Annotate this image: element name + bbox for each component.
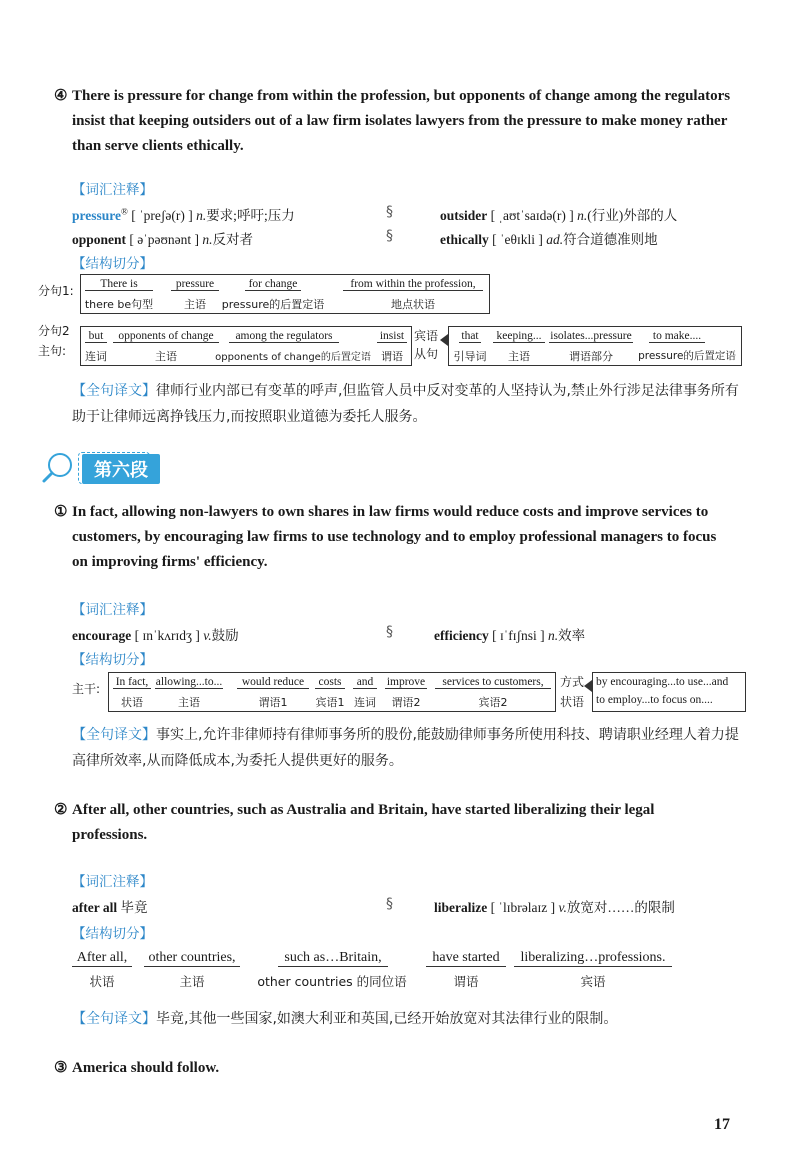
clause-2-main-label: 主句: — [38, 344, 67, 358]
clause-part-en: such as…Britain, — [278, 950, 388, 967]
arrow-icon — [584, 680, 592, 692]
structure-row — [72, 950, 692, 994]
clause-part-en: allowing...to... — [155, 676, 223, 688]
object-label: 宾语 — [414, 329, 439, 343]
clause-2-box — [80, 326, 412, 366]
clause-part-cn: 地点状语 — [391, 298, 435, 311]
vocab-label: 【词汇注释】 — [72, 602, 153, 618]
vocab-item-efficiency: efficiency [ ɪˈfɪʃnsi ] n.效率 — [434, 628, 586, 643]
clause-part-en: to make.... — [649, 330, 705, 343]
clause-part-en: services to customers, — [435, 676, 551, 689]
main-clause-box — [108, 672, 556, 712]
clause-part-cn: 主语 — [179, 974, 205, 989]
clause-part-en: costs — [315, 676, 345, 689]
clause-part-cn: 谓语 — [453, 974, 479, 989]
clause-part-en: In fact, — [113, 676, 151, 689]
adverbial-label: 状语 — [560, 695, 585, 709]
clause-part-en: insist — [377, 330, 407, 343]
translation-4 — [72, 378, 742, 430]
clause-part-en: have started — [426, 950, 506, 967]
sentence-6-3 — [54, 1056, 732, 1081]
separator-icon: § — [386, 228, 393, 244]
structure-label: 【结构切分】 — [72, 926, 153, 942]
clause-part-en: liberalizing…professions. — [514, 950, 672, 967]
sentence-number: ① — [54, 504, 68, 520]
translation-6-1 — [72, 722, 742, 774]
separator-icon: § — [386, 204, 393, 220]
clause-part-en: isolates...pressure — [550, 330, 632, 342]
structure-label: 【结构切分】 — [72, 256, 153, 272]
object-clause-label: 从句 — [414, 347, 439, 361]
vocab-item-outsider: outsider [ ˌaʊtˈsaɪdə(r) ] n.(行业)外部的人 — [440, 208, 678, 223]
clause-part-cn: 主语 — [155, 350, 177, 363]
clause-part-cn: other countries 的同位语 — [257, 974, 407, 989]
section-title: 第六段 — [82, 454, 160, 484]
separator-icon: § — [386, 624, 393, 640]
clause-part-cn: 谓语1 — [258, 696, 288, 709]
clause-part-cn: 宾语2 — [478, 696, 508, 709]
clause-part-cn: 主语 — [508, 350, 530, 363]
clause-part-cn: there be句型 — [84, 298, 154, 311]
magnifier-icon — [40, 450, 80, 484]
sentence-6-2 — [54, 798, 732, 848]
sentence-6-1 — [54, 500, 732, 575]
clause-part-cn: 连词 — [354, 696, 376, 709]
translation-label: 【全句译文】 — [72, 383, 156, 399]
manner-text: by encouraging...to use...and — [596, 676, 729, 688]
manner-label: 方式 — [560, 675, 585, 689]
clause-part-cn: pressure的后置定语 — [638, 350, 736, 362]
clause-1-box — [80, 274, 490, 314]
sentence-text: In fact, allowing non-lawyers to own shares in law firms would reduce costs and improve services to customers, by encouraging law firms to use technology and to employ professional managers to focus on improving firms' efficiency. — [72, 504, 717, 570]
clause-part-cn: 谓语2 — [391, 696, 421, 709]
clause-part-cn: opponents of change的后置定语 — [215, 352, 371, 363]
translation-label: 【全句译文】 — [72, 727, 156, 743]
clause-part-cn: 谓语部分 — [569, 350, 613, 363]
clause-part-cn: 宾语 — [580, 974, 606, 989]
sentence-text: America should follow. — [72, 1060, 220, 1076]
object-clause-box — [448, 326, 742, 366]
manner-box — [592, 672, 746, 712]
vocab-item-ethically: ethically [ ˈeθɪkli ] ad.符合道德准则地 — [440, 232, 658, 247]
vocab-label: 【词汇注释】 — [72, 874, 153, 890]
sentence-4 — [54, 84, 732, 159]
structure-label: 【结构切分】 — [72, 652, 153, 668]
translation-text: 事实上,允许非律师持有律师事务所的股份,能鼓励律师事务所使用科技、聘请职业经理人着力提高律所效率,从而降低成本,为委托人提供更好的服务。 — [72, 727, 739, 769]
vocab-item-opponent: opponent [ əˈpəʊnənt ] n.反对者 — [72, 232, 254, 247]
translation-text: 律师行业内部已有变革的呼声,但监管人员中反对变革的人坚持认为,禁止外行涉足法律事务所有助于让律师远离挣钱压力,而按照职业道德为委托人服务。 — [72, 383, 739, 425]
clause-part-en: improve — [386, 676, 426, 688]
clause-part-en: from within the profession, — [343, 278, 483, 291]
clause-part-en: and — [353, 676, 377, 689]
clause-part-en: pressure — [171, 278, 219, 291]
clause-part-cn: 状语 — [121, 696, 143, 709]
clause-part-cn: 主语 — [184, 298, 206, 311]
sentence-text: After all, other countries, such as Australia and Britain, have started liberalizing their legal professions. — [72, 802, 655, 843]
clause-part-en: There is — [85, 278, 153, 291]
clause-part-en: keeping... — [493, 330, 545, 343]
sentence-number: ③ — [54, 1060, 68, 1076]
clause-2-label: 分句2 — [38, 324, 70, 338]
sentence-number: ② — [54, 802, 68, 818]
vocab-label: 【词汇注释】 — [72, 182, 153, 198]
translation-6-2 — [72, 1006, 742, 1032]
vocab-item-after-all: after all 毕竟 — [72, 900, 148, 915]
clause-part-en: would reduce — [237, 676, 309, 689]
vocab-item-liberalize: liberalize [ ˈlɪbrəlaɪz ] v.放宽对……的限制 — [434, 900, 675, 915]
arrow-icon — [440, 334, 448, 346]
translation-text: 毕竟,其他一些国家,如澳大利亚和英国,已经开始放宽对其法律行业的限制。 — [156, 1011, 618, 1027]
clause-part-cn: 引导词 — [453, 350, 487, 363]
clause-part-en: After all, — [72, 950, 132, 967]
clause-part-cn: 谓语 — [381, 350, 403, 363]
clause-1-label: 分句1: — [38, 284, 74, 298]
clause-part-en: opponents of change — [113, 330, 219, 343]
separator-icon: § — [386, 896, 393, 912]
sentence-text: There is pressure for change from within the profession, but opponents of change among the regulators insist that keeping outsiders out of a law firm isolates lawyers from the pressure to make money rather than serve clients ethically. — [72, 88, 731, 154]
clause-part-cn: 状语 — [89, 974, 115, 989]
clause-part-en: for change — [245, 278, 301, 291]
clause-part-cn: 主语 — [178, 696, 200, 709]
page-number: 17 — [714, 1116, 730, 1133]
clause-part-cn: pressure的后置定语 — [221, 298, 325, 311]
clause-part-en: that — [459, 330, 481, 343]
manner-text: to employ...to focus on.... — [596, 694, 713, 706]
sentence-number: ④ — [54, 88, 68, 104]
main-clause-label: 主干: — [72, 682, 101, 696]
clause-part-en: but — [85, 330, 107, 343]
vocab-item-pressure: pressure® [ ˈpreʃə(r) ] n.要求;呼吁;压力 — [72, 206, 295, 223]
clause-part-en: other countries, — [144, 950, 240, 967]
translation-label: 【全句译文】 — [72, 1011, 156, 1027]
vocab-item-encourage: encourage [ ɪnˈkʌrɪdʒ ] v.鼓励 — [72, 628, 239, 643]
clause-part-cn: 连词 — [85, 350, 107, 363]
clause-part-en: among the regulators — [229, 330, 339, 343]
clause-part-cn: 宾语1 — [315, 696, 345, 709]
